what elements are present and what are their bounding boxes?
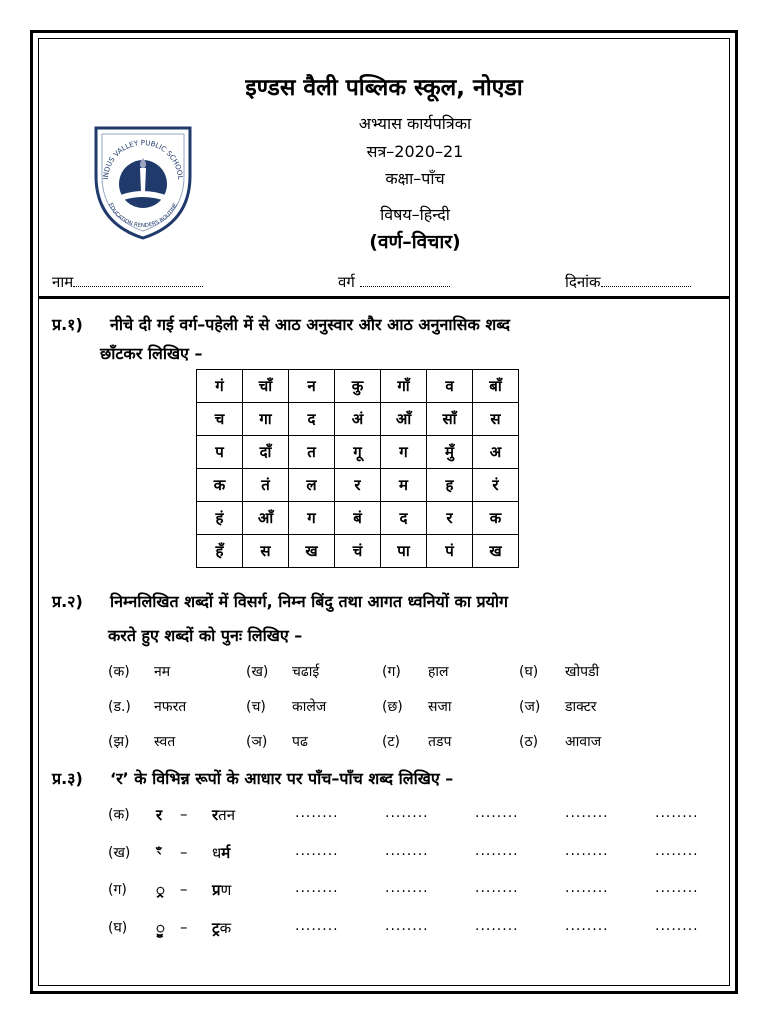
q2-option-label: (च) (246, 699, 266, 715)
example-bold-part: र्म (221, 844, 231, 862)
q2-line1: निम्नलिखित शब्दों में विसर्ग, निम्न बिंदु तथा आगत ध्वनियों का प्रयोग (110, 592, 509, 611)
grid-cell: पा (381, 535, 427, 568)
grid-cell: व (427, 370, 473, 403)
q3-example-word (212, 918, 231, 938)
q2-option-word: नफरत (154, 699, 187, 715)
q3-row-label: (ग) (108, 882, 127, 898)
grid-row (197, 370, 519, 403)
q2-option-label: (ड.) (108, 699, 131, 715)
grid-cell: बं (335, 502, 381, 535)
grid-cell: क (473, 502, 519, 535)
answer-blank[interactable]: ........ (475, 843, 519, 859)
q2-option-label: (ठ) (519, 734, 539, 750)
grid-cell: बाँ (473, 370, 519, 403)
q3-example-word (212, 880, 231, 900)
group-blank[interactable] (360, 274, 450, 287)
q2-option-label: (घ) (519, 664, 539, 680)
q1-line1: नीचे दी गई वर्ग–पहेली में से आठ अनुस्वार और आठ अनुनासिक शब्द (110, 315, 511, 334)
q2-option-word: स्वत (154, 734, 176, 750)
q3-example-word (212, 805, 235, 825)
example-bold-part: र (212, 806, 219, 824)
grid-cell: चाँ (243, 370, 289, 403)
q2-option-word: नम (154, 664, 171, 680)
grid-cell: ग (381, 436, 427, 469)
date-blank[interactable] (601, 274, 691, 287)
ra-dash: – (180, 880, 188, 898)
school-logo (88, 118, 198, 242)
answer-blank[interactable]: ........ (655, 843, 699, 859)
q3-number: प्र.३) (52, 769, 83, 788)
grid-cell: पं (427, 535, 473, 568)
answer-blank[interactable]: ........ (565, 918, 609, 934)
grid-cell: प (197, 436, 243, 469)
grid-cell: तं (243, 469, 289, 502)
grid-cell: गू (335, 436, 381, 469)
ra-form: ॗ (156, 919, 165, 937)
grid-cell: द (289, 403, 335, 436)
worksheet-title: अभ्यास कार्यपत्रिका (358, 114, 472, 133)
q3-row-label: (ख) (108, 845, 131, 861)
q2-option-word: डाक्टर (565, 699, 597, 715)
q2-option-label: (ख) (246, 664, 269, 680)
ra-dash: – (180, 843, 188, 861)
ra-form: ्र (156, 881, 165, 899)
q2-option-word: खोपडी (565, 664, 600, 680)
grid-cell: क (197, 469, 243, 502)
answer-blank[interactable]: ........ (655, 918, 699, 934)
logo-bottom-text: EDUCATION RENDERS ROUTINE (106, 202, 180, 230)
session-label: सत्र–2020–21 (366, 142, 464, 161)
grid-cell: अं (335, 403, 381, 436)
grid-cell: स (473, 403, 519, 436)
grid-cell: चं (335, 535, 381, 568)
grid-cell: ल (289, 469, 335, 502)
ra-dash: – (180, 805, 188, 823)
answer-blank[interactable]: ........ (385, 843, 429, 859)
grid-cell: स (243, 535, 289, 568)
example-plain-part: तन (218, 806, 236, 824)
grid-cell: ख (289, 535, 335, 568)
example-plain-part: क (219, 919, 232, 937)
grid-row (197, 403, 519, 436)
answer-blank[interactable]: ........ (385, 805, 429, 821)
grid-cell: द (381, 502, 427, 535)
answer-blank[interactable]: ........ (565, 843, 609, 859)
grid-cell: त (289, 436, 335, 469)
grid-row (197, 469, 519, 502)
answer-blank[interactable]: ........ (475, 918, 519, 934)
answer-blank[interactable]: ........ (655, 805, 699, 821)
name-blank[interactable] (73, 274, 203, 287)
answer-blank[interactable]: ........ (295, 918, 339, 934)
grid-cell: ह (427, 469, 473, 502)
date-label: दिनांक (565, 273, 601, 291)
answer-blank[interactable]: ........ (565, 805, 609, 821)
grid-cell: गाँ (381, 370, 427, 403)
grid-cell: ख (473, 535, 519, 568)
ra-form: ꣳ (156, 843, 162, 861)
grid-cell: ग (289, 502, 335, 535)
grid-cell: च (197, 403, 243, 436)
school-name: इण्डस वैली पब्लिक स्कूल, नोएडा (245, 75, 523, 101)
date-field[interactable] (565, 272, 691, 292)
q2-option-word: तडप (428, 734, 452, 750)
q2-option-word: सजा (428, 699, 452, 715)
grid-cell: दाँ (243, 436, 289, 469)
answer-blank[interactable]: ........ (475, 880, 519, 896)
grid-cell: अ (473, 436, 519, 469)
answer-blank[interactable]: ........ (295, 843, 339, 859)
answer-blank[interactable]: ........ (295, 880, 339, 896)
grid-cell: आँ (243, 502, 289, 535)
example-plain-part: ध (212, 844, 222, 862)
grid-row (197, 502, 519, 535)
q2-option-word: हाल (428, 664, 449, 680)
ra-form: र (156, 806, 163, 824)
grid-cell: मुँ (427, 436, 473, 469)
q1-number: प्र.१) (52, 315, 83, 334)
example-bold-part: ट्र (212, 919, 220, 937)
grid-cell: हँ (197, 535, 243, 568)
q2-option-label: (छ) (382, 699, 403, 715)
grid-cell: कु (335, 370, 381, 403)
q2-option-label: (ञ) (246, 734, 268, 750)
q2-option-label: (झ) (108, 734, 130, 750)
q3-row-label: (क) (108, 807, 130, 823)
group-field[interactable] (338, 272, 450, 292)
q2-option-label: (ज) (519, 699, 541, 715)
grid-cell: र (335, 469, 381, 502)
group-label: वर्ग (338, 273, 355, 291)
ra-dash: – (180, 918, 188, 936)
example-plain-part: ण (220, 881, 232, 899)
q1-line2: छाँटकर लिखिए – (100, 344, 203, 363)
grid-cell: र (427, 502, 473, 535)
q3-row-label: (घ) (108, 920, 128, 936)
q3-line: ‘र’ के विभिन्न रूपों के आधार पर पाँच–पाँच शब्द लिखिए – (110, 769, 454, 788)
answer-blank[interactable]: ........ (655, 880, 699, 896)
q2-option-label: (ग) (382, 664, 401, 680)
q2-line2: करते हुए शब्दों को पुनः लिखिए – (108, 626, 303, 645)
answer-blank[interactable]: ........ (475, 805, 519, 821)
q2-option-word: आवाज (565, 734, 602, 750)
grid-cell: आँ (381, 403, 427, 436)
topic-label: (वर्ण–विचार) (369, 231, 461, 253)
class-label: कक्षा–पाँच (385, 169, 445, 188)
grid-cell: साँ (427, 403, 473, 436)
answer-blank[interactable]: ........ (295, 805, 339, 821)
example-bold-part: प्र (212, 881, 221, 899)
q3-example-word (212, 843, 230, 863)
q2-number: प्र.२) (52, 592, 83, 611)
grid-cell: गा (243, 403, 289, 436)
answer-blank[interactable]: ........ (565, 880, 609, 896)
logo-top-text: INDUS VALLEY PUBLIC SCHOOL (101, 138, 185, 180)
grid-cell: गं (197, 370, 243, 403)
word-puzzle-grid (196, 369, 519, 568)
header-divider (38, 296, 730, 299)
grid-row (197, 436, 519, 469)
answer-blank[interactable]: ........ (385, 918, 429, 934)
grid-cell: रं (473, 469, 519, 502)
grid-cell: न (289, 370, 335, 403)
answer-blank[interactable]: ........ (385, 880, 429, 896)
q2-option-word: पढ (292, 734, 308, 750)
q2-option-label: (ट) (382, 734, 400, 750)
grid-cell: हं (197, 502, 243, 535)
name-field[interactable] (52, 272, 203, 292)
name-label: नाम (52, 273, 74, 291)
grid-row (197, 535, 519, 568)
subject-label: विषय–हिन्दी (380, 205, 450, 224)
q2-option-word: कालेज (292, 699, 327, 715)
q2-option-label: (क) (108, 664, 130, 680)
q2-option-word: चढाई (292, 664, 320, 680)
grid-cell: म (381, 469, 427, 502)
